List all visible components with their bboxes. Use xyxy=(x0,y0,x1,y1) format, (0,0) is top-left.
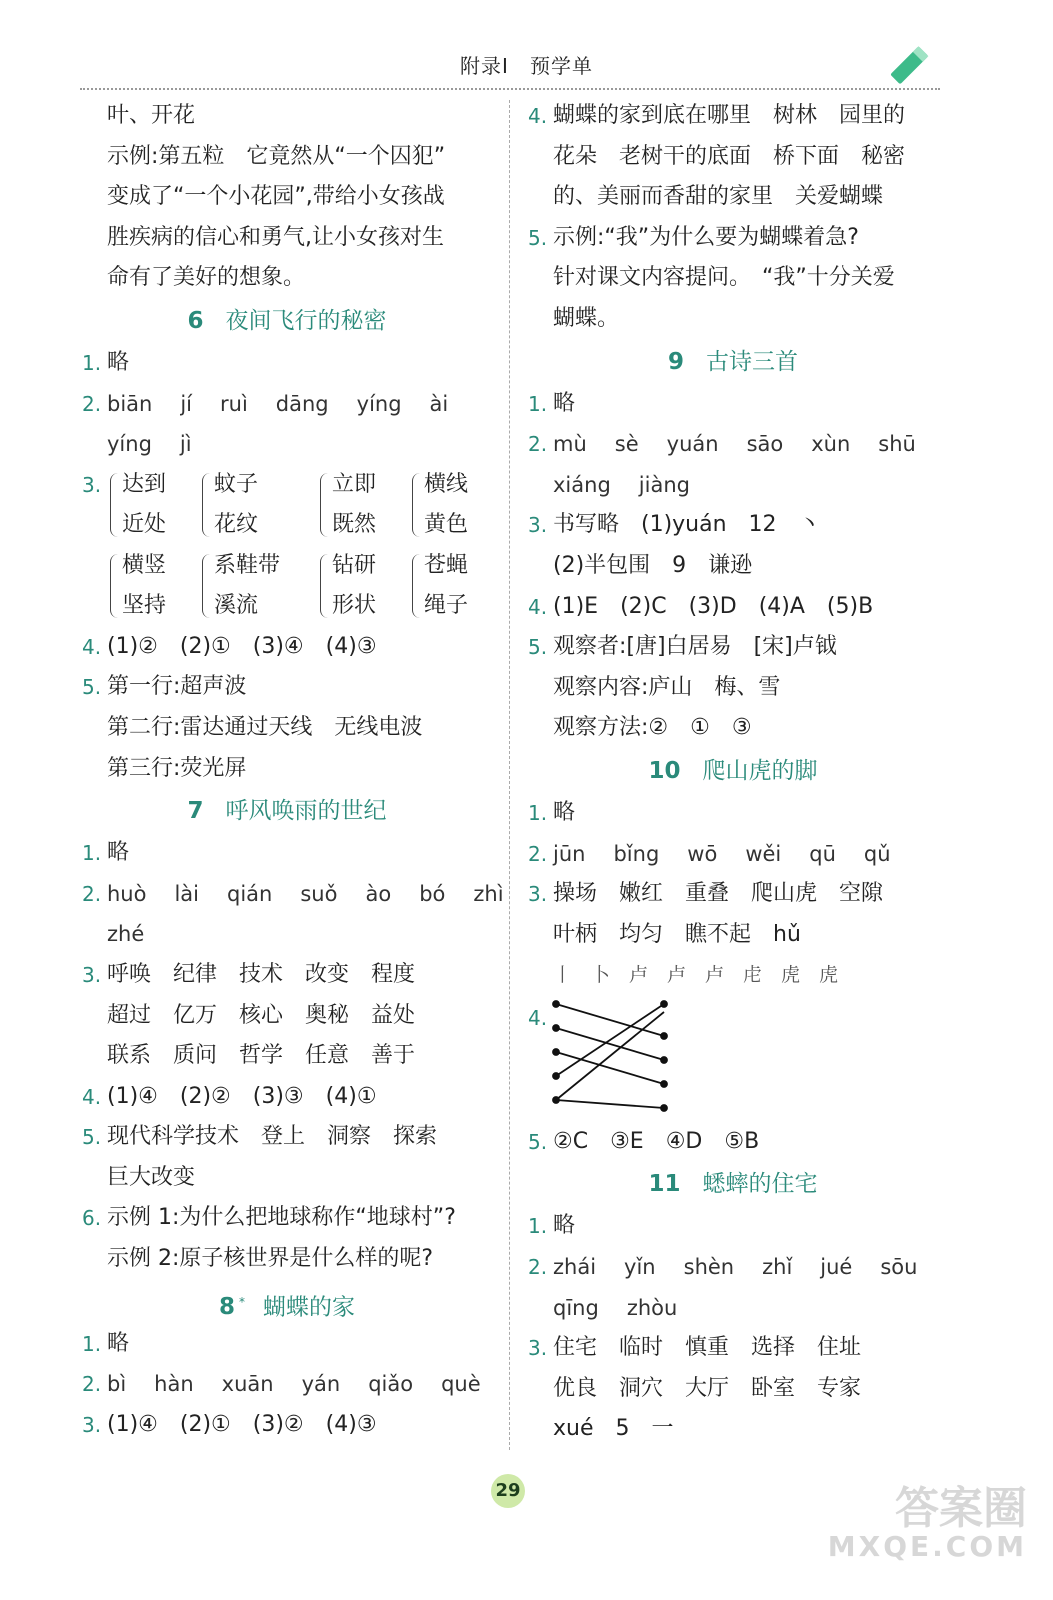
answer-3: 3. (1)④ (2)① (3)② (4)③ xyxy=(82,1411,377,1437)
page-header-title: 附录Ⅰ 预学单 xyxy=(460,54,593,78)
answer-2-cont: xiáng jiàng xyxy=(553,472,690,497)
text-line: 叶柄 均匀 瞧不起 hǔ xyxy=(553,921,801,947)
section-heading-10: 10 爬山虎的脚 xyxy=(648,757,818,784)
left-column xyxy=(82,96,504,1445)
header-divider xyxy=(80,88,940,90)
watermark-logo-text: 答案圈 xyxy=(895,1483,1027,1534)
text-line: 观察内容:庐山 梅、雪 xyxy=(553,674,781,700)
answer-2: 2. mù sè yuán sāo xùn shū xyxy=(528,432,916,457)
stroke-order-line: 丨 卜 卢 卢 卢 虍 虎 虎 xyxy=(553,964,839,987)
answer-3-row: 横竖 坚持 系鞋带 溪流 钻研 形状 苍蝇 绳子 xyxy=(82,546,492,627)
section-heading-11: 11 蟋蟀的住宅 xyxy=(648,1171,818,1198)
answer-5: 5. 示例:“我”为什么要为蝴蝶着急? xyxy=(528,224,859,250)
answer-3: 3. 呼唤 纪律 技术 改变 程度 xyxy=(82,961,416,987)
answer-4: 4. (1)④ (2)② (3)③ (4)① xyxy=(82,1083,377,1109)
text-line: 针对课文内容提问。 “我”十分关爱 xyxy=(553,265,895,291)
answer-1: 1. 略 xyxy=(528,390,576,416)
answer-2-cont: zhé xyxy=(107,922,145,947)
section-heading-7: 7 呼风唤雨的世纪 xyxy=(187,798,387,825)
text-line: 联系 质问 哲学 任意 善于 xyxy=(107,1043,416,1069)
answer-1: 1. 略 xyxy=(528,799,576,825)
answer-3: 3. 操场 嫩红 重叠 爬山虎 空隙 xyxy=(528,881,884,907)
column-divider xyxy=(509,100,510,1450)
watermark-url: MXQE.COM xyxy=(827,1530,1027,1563)
answer-5: 5. 观察者:[唐]白居易 [宋]卢钺 xyxy=(528,634,837,660)
text-line: (2)半包围 9 谦逊 xyxy=(553,552,753,578)
answer-3: 3. 书写略 (1)yuán 12 丶 xyxy=(528,512,821,538)
answer-2-cont: yíng jì xyxy=(107,432,192,457)
answer-3-row: 3. 达到 近处 蚊子 花纹 立即 既然 横线 黄色 xyxy=(82,471,469,537)
answer-1: 1. 略 xyxy=(528,1213,576,1239)
text-line: 巨大改变 xyxy=(107,1164,196,1190)
answer-1: 1. 略 xyxy=(82,840,130,866)
answer-2: 2. biān jí ruì dāng yíng ài xyxy=(82,391,449,416)
section-heading-8: 8 * 蝴蝶的家 xyxy=(218,1294,355,1321)
matching-lines-diagram xyxy=(552,996,672,1116)
answer-2: 2. zhái yǐn shèn zhǐ jué sōu xyxy=(528,1255,918,1280)
text-line: 第二行:雷达通过天线 无线电波 xyxy=(107,714,423,740)
text-line: 超过 亿万 核心 奥秘 益处 xyxy=(107,1002,416,1028)
text-line: 变成了“一个小花园”,带给小女孩战 xyxy=(107,184,445,210)
text-line: 命有了美好的想象。 xyxy=(107,265,306,291)
text-line: 优良 洞穴 大厅 卧室 专家 xyxy=(553,1375,862,1401)
page-number-badge: 29 xyxy=(491,1474,525,1508)
text-line: 的、美丽而香甜的家里 关爱蝴蝶 xyxy=(553,184,884,210)
text-line: 胜疾病的信心和勇气,让小女孩对生 xyxy=(107,224,444,250)
text-line: 示例:第五粒 它竟然从“一个囚犯” xyxy=(107,143,446,169)
answer-2: 2. huò lài qián suǒ ào bó zhì xyxy=(82,881,504,906)
answer-4: 4. (1)② (2)① (3)④ (4)③ xyxy=(82,633,377,659)
answer-6: 6. 示例 1:为什么把地球称作“地球村”? xyxy=(82,1205,456,1231)
answer-2: 2. bì hàn xuān yán qiǎo què xyxy=(82,1372,481,1397)
answer-4: 4. 蝴蝶的家到底在哪里 树林 园里的 xyxy=(528,103,906,128)
section-heading-9: 9 古诗三首 xyxy=(667,348,798,375)
text-line: 第三行:荧光屏 xyxy=(107,755,247,781)
answer-5: 5. ②C ③E ④D ⑤B xyxy=(528,1128,760,1154)
answer-1: 1. 略 xyxy=(82,349,130,375)
pencil-icon xyxy=(888,44,932,88)
answer-2: 2. jūn bǐng wō wěi qū qǔ xyxy=(528,841,891,866)
text-line: 蝴蝶。 xyxy=(553,305,620,331)
answer-1: 1. 略 xyxy=(82,1330,130,1356)
text-line: xué 5 一 xyxy=(553,1416,674,1442)
watermark xyxy=(827,1483,1027,1563)
section-heading-6: 6 夜间飞行的秘密 xyxy=(187,307,387,334)
answer-5: 5. 第一行:超声波 xyxy=(82,674,247,700)
answer-4: 4. (1)E (2)C (3)D (4)A (5)B xyxy=(528,593,874,619)
right-column xyxy=(528,96,938,1450)
answer-2-cont: qīng zhòu xyxy=(553,1295,678,1320)
text-line: 花朵 老树干的底面 桥下面 秘密 xyxy=(553,143,906,169)
text-line: 观察方法:② ① ③ xyxy=(553,715,752,741)
answer-4-matching: 4. xyxy=(528,996,938,1122)
answer-5: 5. 现代科学技术 登上 洞察 探索 xyxy=(82,1124,438,1150)
text-line: 叶、开花 xyxy=(107,103,196,128)
text-line: 示例 2:原子核世界是什么样的呢? xyxy=(107,1246,434,1272)
answer-3: 3. 住宅 临时 慎重 选择 住址 xyxy=(528,1335,862,1361)
